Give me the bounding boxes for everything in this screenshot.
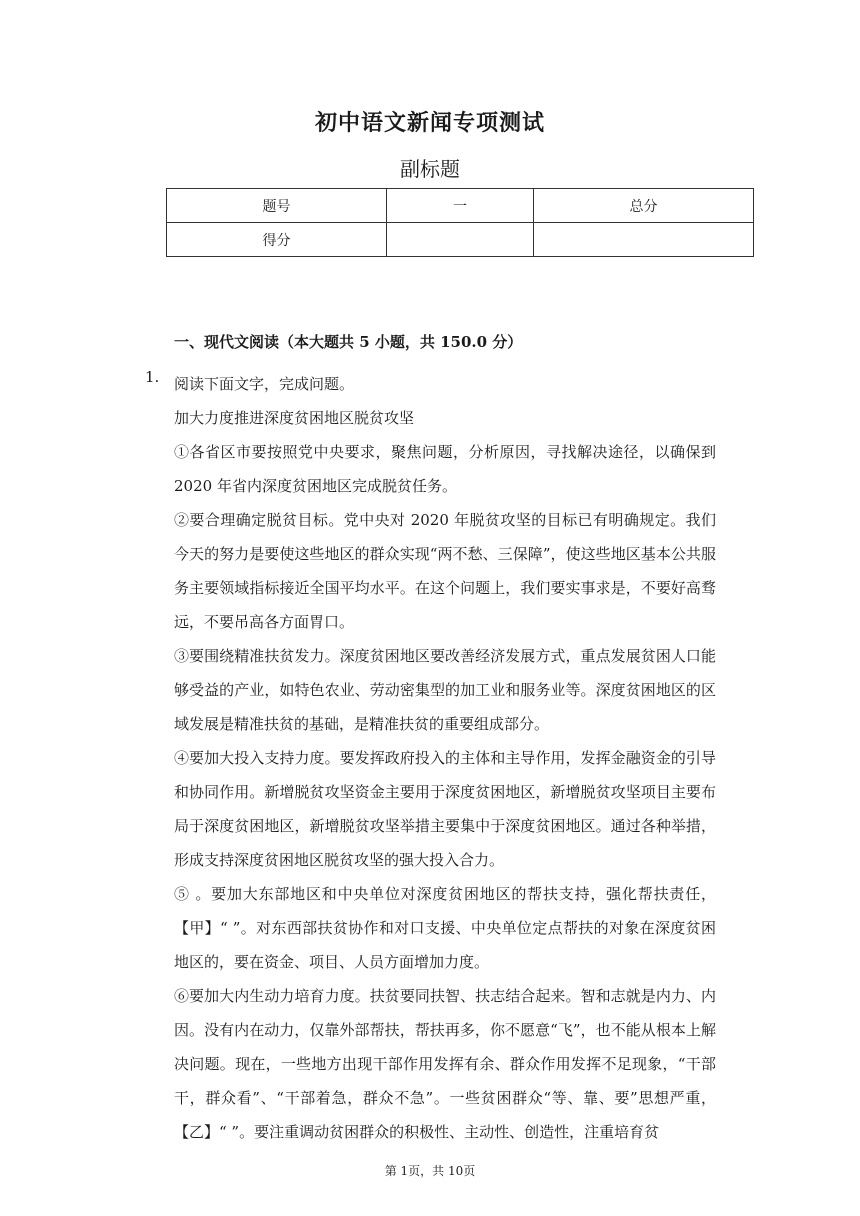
page-subtitle: 副标题	[400, 157, 460, 181]
question-body	[174, 367, 716, 1149]
table-cell: 总分	[534, 189, 754, 223]
paragraph: ②要合理确定脱贫目标。党中央对 2020 年脱贫攻坚的目标已有明确规定。我们今天的努力是要使这些地区的群众实现“两不愁、三保障”，使这些地区基本公共服务主要领域指标接近全国平均水平。在这个问题上，我们要实事求是，不要好高骛远，不要吊高各方面胃口。	[174, 511, 716, 631]
paragraph: ③要围绕精准扶贫发力。深度贫困地区要改善经济发展方式，重点发展贫困人口能够受益的产业，如特色农业、劳动密集型的加工业和服务业等。深度贫困地区的区域发展是精准扶贫的基础，是精准扶贫的重要组成部分。	[174, 647, 716, 733]
table-cell: 一	[387, 189, 534, 223]
table-row	[167, 223, 754, 257]
paragraph: ④要加大投入支持力度。要发挥政府投入的主体和主导作用，发挥金融资金的引导和协同作用。新增脱贫攻坚资金主要用于深度贫困地区，新增脱贫攻坚项目主要布局于深度贫困地区，新增脱贫攻坚举措主要集中于深度贫困地区。通过各种举措，形成支持深度贫困地区脱贫攻坚的强大投入合力。	[174, 749, 716, 869]
score-table	[166, 188, 754, 257]
paragraph: ⑥要加大内生动力培育力度。扶贫要同扶智、扶志结合起来。智和志就是内力、内因。没有内在动力，仅靠外部帮扶，帮扶再多，你不愿意“飞”，也不能从根本上解决问题。现在，一些地方出现干部作用发挥有余、群众作用发挥不足现象，“干部干，群众看”、“干部着急，群众不急”。一些贫困群众“等、靠、要”思想严重，【乙】“ ”。要注重调动贫困群众的积极性、主动性、创造性，注重培育贫	[174, 987, 716, 1141]
page-footer: 第 1页，共 10页	[384, 1164, 476, 1178]
page-title: 初中语文新闻专项测试	[314, 110, 545, 136]
table-cell	[534, 223, 754, 257]
section-heading: 一、现代文阅读（本大题共 5 小题，共 150.0 分）	[174, 333, 523, 351]
paragraph: 加大力度推进深度贫困地区脱贫攻坚	[174, 409, 415, 427]
paragraph: 阅读下面文字，完成问题。	[174, 375, 355, 393]
table-row	[167, 189, 754, 223]
table-cell	[387, 223, 534, 257]
paragraph: ①各省区市要按照党中央要求，聚焦问题，分析原因，寻找解决途径，以确保到 2020 年省内深度贫困地区完成脱贫任务。	[174, 443, 716, 495]
paragraph: ⑤ 。要加大东部地区和中央单位对深度贫困地区的帮扶支持，强化帮扶责任，【甲】“ ”。对东西部扶贫协作和对口支援、中央单位定点帮扶的对象在深度贫困地区的，要在资金、项目、人员方面增加力度。	[174, 885, 716, 971]
table-cell: 题号	[167, 189, 387, 223]
table-cell: 得分	[167, 223, 387, 257]
question-number: 1.	[145, 368, 160, 386]
